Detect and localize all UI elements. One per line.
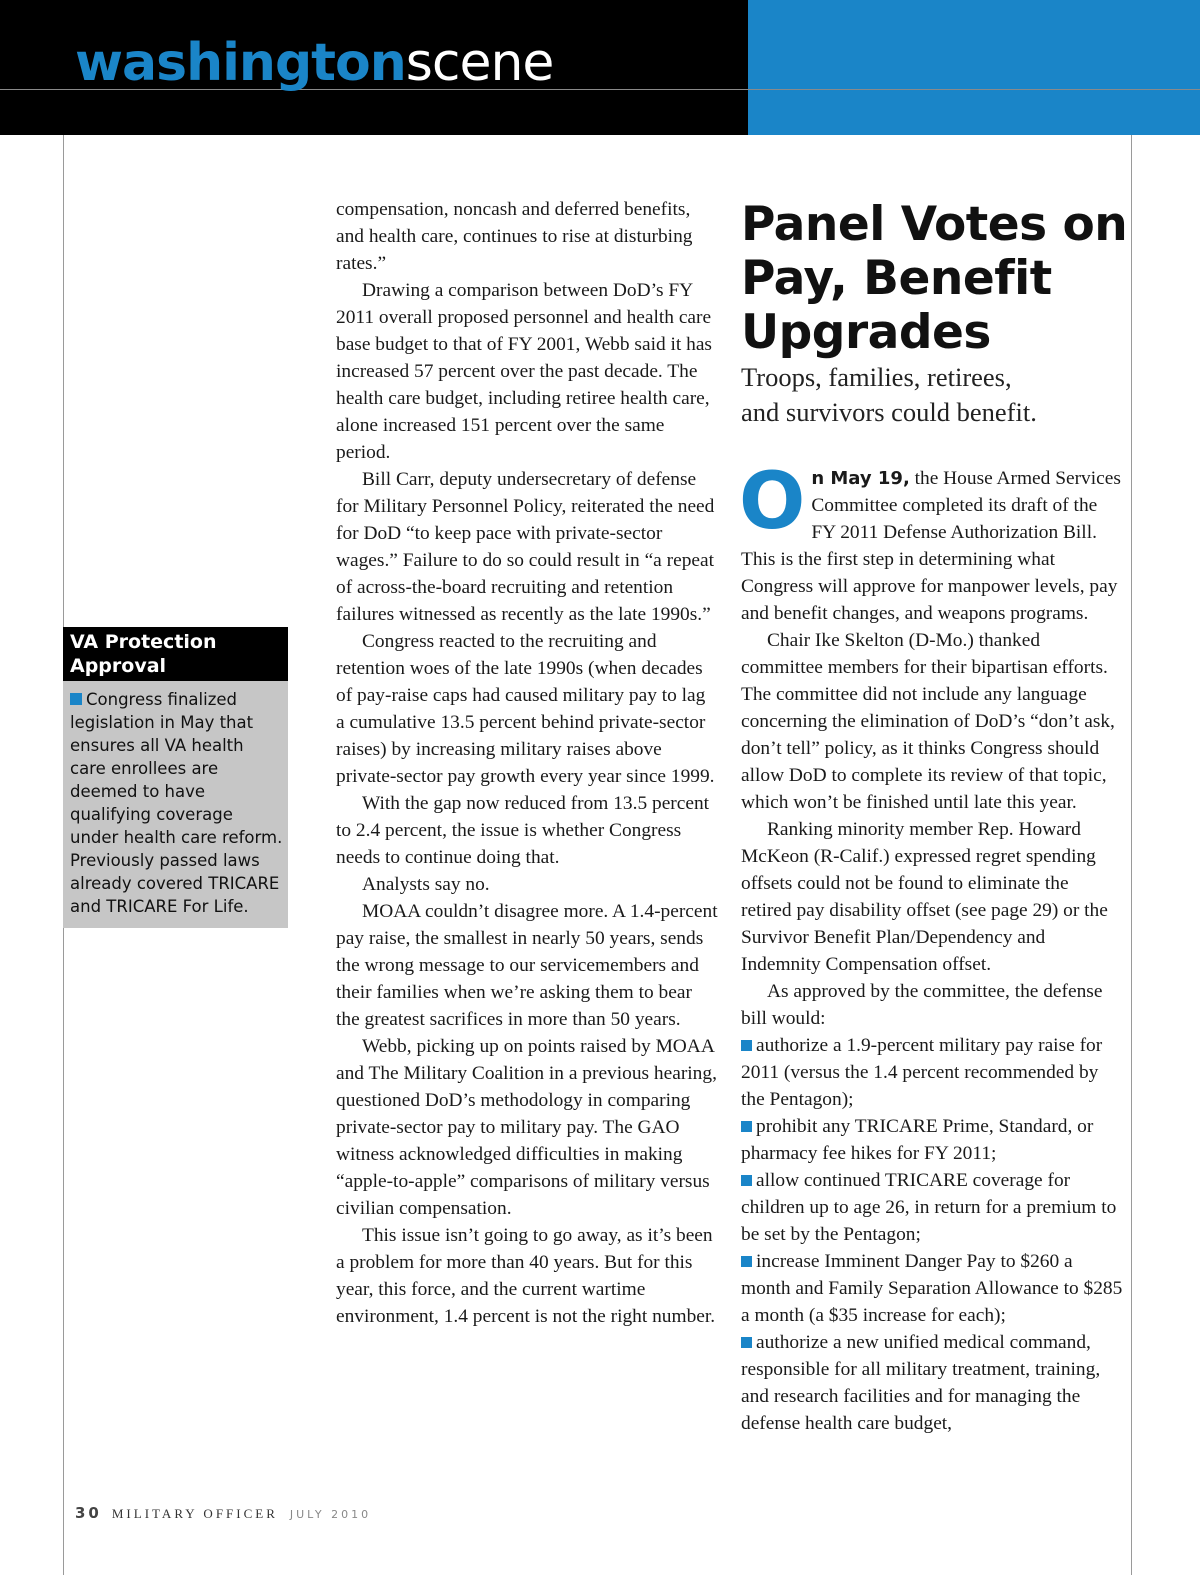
deck-line2: and survivors could benefit.: [741, 397, 1037, 427]
lead-in: n May 19,: [811, 468, 910, 489]
square-bullet-icon: [70, 693, 82, 705]
sidebar-title-line2: Approval: [70, 655, 167, 677]
issue-date: JULY 2010: [289, 1508, 372, 1521]
article-body-column: [739, 457, 1123, 1437]
list-item: [741, 1032, 1123, 1113]
headline-line1: Panel Votes on: [741, 197, 1128, 252]
section-masthead: [75, 33, 553, 93]
headline-line2: Pay, Benefit: [741, 251, 1052, 306]
list-item: [741, 1113, 1123, 1167]
magazine-name: MILITARY OFFICER: [111, 1506, 278, 1521]
list-item: [741, 1329, 1123, 1437]
sidebar-text: Congress finalized legislation in May that ensures all VA health care enrollees are deemed to have qualifying coverage under health care reform. Previously passed laws already covered TRICARE and TRICARE For Life.: [70, 690, 283, 916]
sidebar-title: [63, 627, 288, 681]
sidebar-title-line1: VA Protection: [70, 631, 217, 653]
sidebar-box: [63, 627, 288, 928]
list-item-text: allow continued TRICARE coverage for children up to age 26, in return for a premium to be set by the Pentagon;: [741, 1170, 1117, 1245]
paragraph: MOAA couldn’t disagree more. A 1.4-percent pay raise, the smallest in nearly 50 years, sends the wrong message to our servicemembers and their families when we’re asking them to bear the greatest sacrifices in more than 50 years.: [336, 901, 718, 1030]
square-bullet-icon: [741, 1040, 752, 1051]
masthead-bold: washington: [75, 33, 406, 93]
deck-line1: Troops, families, retirees,: [741, 362, 1012, 392]
paragraph: compensation, noncash and deferred benefits, and health care, continues to rise at disturbing rates.”: [336, 199, 693, 274]
paragraph: Drawing a comparison between DoD’s FY 2011 overall proposed personnel and health care base budget to that of FY 2001, Webb said it has increased 57 percent over the past decade. The health care budget, including retiree health care, alone increased 151 percent over the same period.: [336, 280, 712, 463]
paragraph: Bill Carr, deputy undersecretary of defense for Military Personnel Policy, reiterated the need for DoD “to keep pace with private-sector wages.” Failure to do so could result in “a repeat of across-the-board recruiting and retention failures witnessed as recently as the late 1990s.”: [336, 469, 715, 625]
list-item-text: prohibit any TRICARE Prime, Standard, or pharmacy fee hikes for FY 2011;: [741, 1116, 1094, 1164]
paragraph: With the gap now reduced from 13.5 percent to 2.4 percent, the issue is whether Congress needs to continue doing that.: [336, 793, 710, 868]
lead-text: the House Armed Services Committee completed its draft of the FY 2011 Defense Authorization Bill. This is the first step in determining what Congress will approve for manpower levels, pay and benefit changes, and weapons programs.: [741, 468, 1121, 624]
masthead-light: scene: [405, 33, 554, 93]
list-item-text: authorize a new unified medical command, responsible for all military treatment, training, and research facilities and for managing the defense health care budget,: [741, 1332, 1101, 1434]
article-headline: [741, 198, 1131, 360]
article-continued-column: [336, 196, 718, 1330]
list-item: [741, 1248, 1123, 1329]
headline-line3: Upgrades: [741, 305, 991, 360]
list-item-text: authorize a 1.9-percent military pay raise for 2011 (versus the 1.4 percent recommended by the Pentagon);: [741, 1035, 1103, 1110]
square-bullet-icon: [741, 1256, 752, 1267]
paragraph: Analysts say no.: [362, 874, 490, 895]
paragraph: As approved by the committee, the defense bill would:: [741, 981, 1103, 1029]
article-deck: [741, 360, 1131, 430]
lead-paragraph: [739, 457, 1123, 627]
paragraph: Webb, picking up on points raised by MOAA and The Military Coalition in a previous hearing, questioned DoD’s methodology in comparing private-sector pay to military pay. The GAO witness acknowledged difficulties in making “apple-to-apple” comparisons of military versus civilian compensation.: [336, 1036, 717, 1219]
list-item-text: increase Imminent Danger Pay to $260 a month and Family Separation Allowance to $285 a month (a $35 increase for each);: [741, 1251, 1123, 1326]
drop-cap: O: [739, 457, 806, 547]
page-number: 30: [75, 1504, 102, 1522]
right-column-rule: [1131, 135, 1132, 1575]
square-bullet-icon: [741, 1121, 752, 1132]
page-footer: [75, 1504, 371, 1522]
square-bullet-icon: [741, 1175, 752, 1186]
list-item: [741, 1167, 1123, 1248]
header-accent-block: [748, 0, 1200, 135]
paragraph: This issue isn’t going to go away, as it’s been a problem for more than 40 years. But for this year, this force, and the current wartime environment, 1.4 percent is not the right number.: [336, 1225, 716, 1327]
paragraph: Ranking minority member Rep. Howard McKeon (R-Calif.) expressed regret spending offsets could not be found to eliminate the retired pay disability offset (see page 29) or the Survivor Benefit Plan/Dependency and Indemnity Compensation offset.: [741, 819, 1108, 975]
square-bullet-icon: [741, 1337, 752, 1348]
paragraph: Congress reacted to the recruiting and retention woes of the late 1990s (when decades of pay-raise caps had caused military pay to lag a cumulative 13.5 percent behind private-sector raises) by increasing military raises above private-sector pay growth every year since 1999.: [336, 631, 715, 787]
sidebar-body: [63, 681, 288, 928]
paragraph: Chair Ike Skelton (D-Mo.) thanked committee members for their bipartisan efforts. The committee did not include any language concerning the elimination of DoD’s “don’t ask, don’t tell” policy, as it thinks Congress should allow DoD to complete its review of that topic, which won’t be finished until late this year.: [741, 630, 1115, 813]
